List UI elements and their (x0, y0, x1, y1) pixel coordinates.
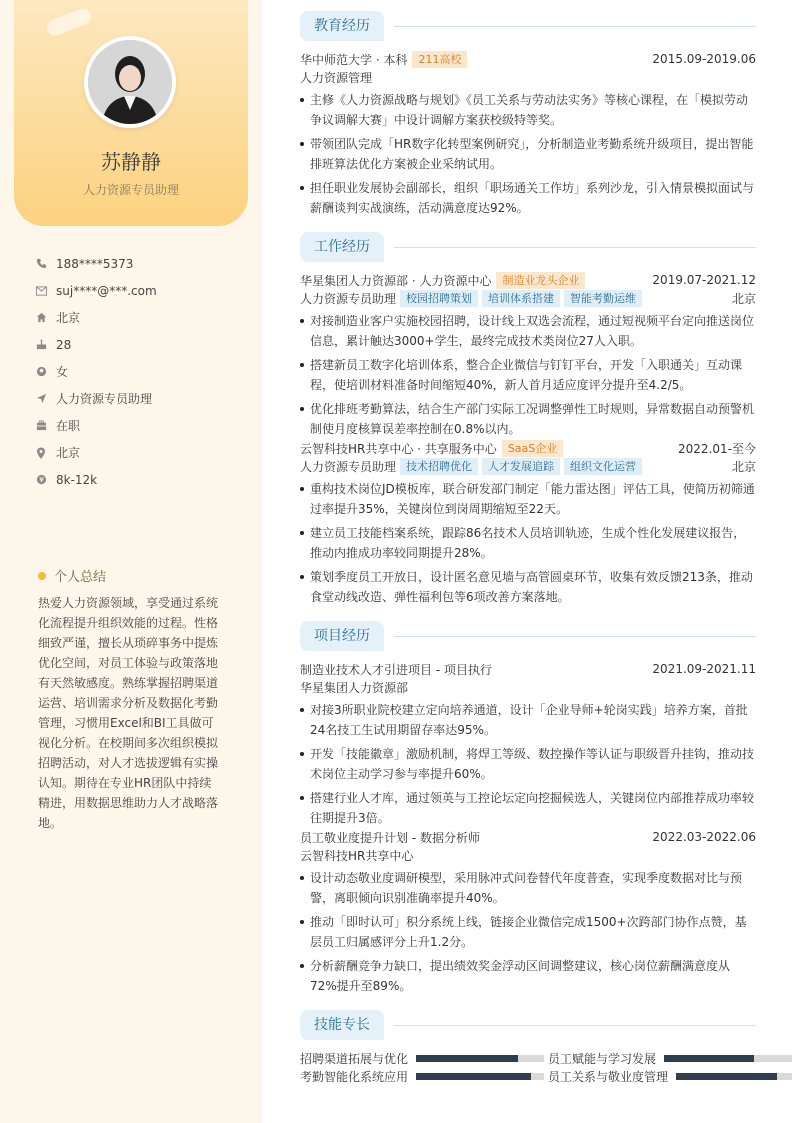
skill-name: 员工赋能与学习发展 (548, 1051, 657, 1066)
home-icon (36, 312, 56, 323)
section-education (300, 11, 756, 41)
contact-location: 北京 (36, 439, 246, 466)
candidate-name: 苏静静 (101, 150, 161, 174)
divider (394, 1025, 756, 1026)
sidebar (0, 0, 262, 1123)
avatar (84, 36, 176, 128)
major: 人力资源管理 (300, 70, 373, 85)
project-entry (300, 660, 756, 828)
skill-name: 招聘渠道拓展与优化 (300, 1051, 409, 1066)
section-title: 项目经历 (300, 621, 384, 651)
job-city: 北京 (731, 459, 756, 474)
section-title: 工作经历 (300, 232, 384, 262)
job-tag: 智能考勤运维 (564, 290, 642, 307)
contact-home: 北京 (36, 304, 246, 331)
job-entry (300, 271, 756, 439)
school-badge: 211高校 (412, 51, 467, 68)
job-tag: 技术招聘优化 (400, 458, 478, 475)
school-name: 华中师范大学 · 本科 (300, 52, 408, 67)
contact-gender: 女 (36, 358, 246, 385)
skill-bar (664, 1055, 792, 1062)
skill-bar-fill (676, 1073, 777, 1080)
contact-list (36, 250, 246, 493)
skill-bar (676, 1073, 792, 1080)
list-item: 策划季度员工开放日，设计匿名意见墙与高管圆桌环节，收集有效反馈213条，推动食堂动线改造、弹性福利包等6项改善方案落地。 (300, 567, 756, 607)
section-projects (300, 621, 756, 651)
divider (394, 26, 756, 27)
job-tag: 人才发展追踪 (482, 458, 560, 475)
education-period: 2015.09-2019.06 (652, 52, 756, 66)
divider (394, 247, 756, 248)
project-org: 华星集团人力资源部 (300, 680, 409, 695)
list-item: 开发「技能徽章」激励机制，将焊工等级、数控操作等认证与职级晋升挂钩，推动技术岗位主动学习参与率提升60%。 (300, 744, 756, 784)
send-icon (36, 393, 56, 404)
skill-bar (416, 1055, 544, 1062)
gender-icon (36, 366, 56, 377)
cake-icon (36, 339, 56, 350)
bullet-dot-icon (38, 572, 46, 580)
mail-icon (36, 286, 56, 296)
contact-salary: 8k-12k (36, 466, 246, 493)
job-position: 人力资源专员助理 (300, 459, 397, 474)
contact-email: suj****@***.com (36, 277, 246, 304)
job-period: 2022.01-至今 (678, 441, 756, 456)
section-title: 技能专长 (300, 1010, 384, 1040)
project-period: 2022.03-2022.06 (652, 830, 756, 844)
decorative-pill (45, 6, 94, 38)
contact-intention: 人力资源专员助理 (36, 385, 246, 412)
company-badge: SaaS企业 (502, 440, 563, 457)
list-item: 建立员工技能档案系统，跟踪86名技术人员培训轨迹，生成个性化发展建议报告，推动内推成功率较同期提升28%。 (300, 523, 756, 563)
job-tag: 校园招聘策划 (400, 290, 478, 307)
skill-bar-fill (416, 1073, 531, 1080)
section-work (300, 232, 756, 262)
list-item: 搭建新员工数字化培训体系，整合企业微信与钉钉平台，开发「入职通关」互动课程，使培训材料准备时间缩短40%，新人首月适应度评分提升至4.2/5。 (300, 355, 756, 395)
list-item: 设计动态敬业度调研模型，采用脉冲式问卷替代年度普查，实现季度数据对比与预警，离职倾向识别准确率提升40%。 (300, 868, 756, 908)
money-icon (36, 474, 56, 485)
list-item: 带领团队完成「HR数字化转型案例研究」，分析制造业考勤系统升级项目，提出智能排班算法优化方案被企业采纳试用。 (300, 134, 756, 174)
skill-item (548, 1067, 792, 1085)
skill-item (548, 1049, 792, 1067)
list-item: 对接制造业客户实施校园招聘，设计线上双选会流程，通过短视频平台定向推送岗位信息，累计触达3000+学生，最终完成技术类岗位27人入职。 (300, 311, 756, 351)
education-entry (300, 50, 756, 218)
list-item: 担任职业发展协会副部长，组织「职场通关工作坊」系列沙龙，引入情景模拟面试与薪酬谈判实战演练，活动满意度达92%。 (300, 178, 756, 218)
skill-bar-fill (664, 1055, 754, 1062)
company-name: 华星集团人力资源部 · 人力资源中心 (300, 273, 492, 288)
skill-bar (416, 1073, 544, 1080)
job-position: 人力资源专员助理 (300, 291, 397, 306)
skill-item (300, 1049, 544, 1067)
job-tag: 培训体系搭建 (482, 290, 560, 307)
job-city: 北京 (731, 291, 756, 306)
list-item: 搭建行业人才库，通过领英与工控论坛定向挖掘候选人，关键岗位内部推荐成功率较往期提升3倍。 (300, 788, 756, 828)
list-item: 主修《人力资源战略与规划》《员工关系与劳动法实务》等核心课程，在「模拟劳动争议调解大赛」中设计调解方案获校级特等奖。 (300, 90, 756, 130)
candidate-role: 人力资源专员助理 (82, 183, 179, 197)
skill-item (300, 1067, 544, 1085)
company-badge: 制造业龙头企业 (496, 272, 585, 289)
contact-status: 在职 (36, 412, 246, 439)
project-org: 云智科技HR共享中心 (300, 848, 414, 863)
list-item: 对接3所职业院校建立定向培养通道，设计「企业导师+轮岗实践」培养方案，首批24名技工生试用期留存率达95%。 (300, 700, 756, 740)
contact-phone: 188****5373 (36, 250, 246, 277)
skill-bar-fill (416, 1055, 518, 1062)
list-item: 分析薪酬竞争力缺口，提出绩效奖金浮动区间调整建议，核心岗位薪酬满意度从72%提升至89%。 (300, 956, 756, 996)
job-period: 2019.07-2021.12 (652, 273, 756, 287)
summary-title: 个人总结 (38, 566, 106, 585)
skill-name: 员工关系与敬业度管理 (548, 1069, 669, 1084)
phone-icon (36, 258, 56, 269)
company-name: 云智科技HR共享中心 · 共享服务中心 (300, 441, 497, 456)
section-skills (300, 1010, 756, 1040)
summary-text: 热爱人力资源领域，享受通过系统化流程提升组织效能的过程。性格细致严谨，擅长从琐碎事务中提炼优化空间，对员工体验与政策落地有天然敏感度。熟练掌握招聘渠道运营、培训需求分析及数据化考勤管理，习惯用Excel和BI工具做可视化分析。在校期间多次组织模拟招聘活动，对人才选拔逻辑有实操认知。期待在专业HR团队中持续精进，用数据思维助力人才战略落地。 (38, 596, 219, 830)
project-entry (300, 828, 756, 996)
briefcase-icon (36, 420, 56, 431)
location-icon (36, 447, 56, 459)
project-period: 2021.09-2021.11 (652, 662, 756, 676)
list-item: 重构技术岗位JD模板库，联合研发部门制定「能力雷达图」评估工具，使简历初筛通过率提升35%，关键岗位到岗周期缩短至22天。 (300, 479, 756, 519)
contact-age: 28 (36, 331, 246, 358)
job-tag: 组织文化运营 (564, 458, 642, 475)
skill-name: 考勤智能化系统应用 (300, 1069, 409, 1084)
list-item: 推动「即时认可」积分系统上线，链接企业微信完成1500+次跨部门协作点赞，基层员工归属感评分上升1.2分。 (300, 912, 756, 952)
job-entry (300, 439, 756, 607)
divider (394, 636, 756, 637)
project-name: 制造业技术人才引进项目 - 项目执行 (300, 662, 492, 677)
section-title: 教育经历 (300, 11, 384, 41)
project-name: 员工敬业度提升计划 - 数据分析师 (300, 830, 480, 845)
list-item: 优化排班考勤算法，结合生产部门实际工况调整弹性工时规则，异常数据自动预警机制使月度核算误差率控制在0.8%以内。 (300, 399, 756, 439)
